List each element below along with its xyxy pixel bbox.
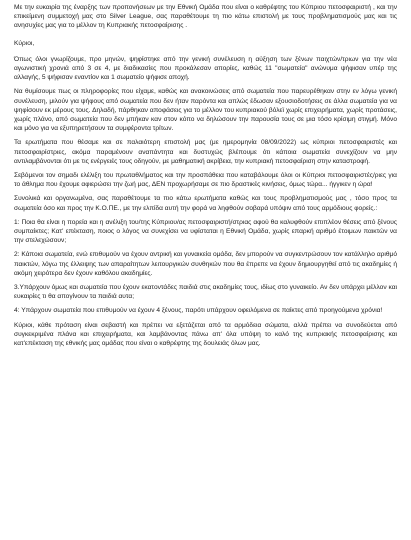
paragraph-proxies: Να θυμίσουμε πως οι πληροφορίες που είχαμε, καθώς και ανακοινώσεις από σωματεία που παρευρέθηκαν στην εν λόγω γενική συνέλευση, μιλούν για ψήφους από σωματεία που δεν ήταν παρόντα και απλώς έδωσαν εξουσιοδοτήσεις σε άλλα σωματεία για να ψηφίσουν εκ μέρους τους. Δηλαδή, πάρθηκαν αποφάσεις για το μέλλον του κυπριακού βόλεϊ χωρίς επιχειρήματα, χωρίς προτάσεις, χωρίς πλάνο, από σωματεία που δεν μπήκαν καν στον κόπο να δηλώσουν την παρουσία τους σε μια τόσο κρίσιμη στιγμή. Μόνο και μόνο για να εξυπηρετήσουν τα συμφέροντα τρίτων. xyxy=(14,88,397,133)
paragraph-summary: Συνολικά και οργανωμένα, σας παραθέτουμε τα πιο κάτω ερωτήματα καθώς και τους προβληματισμούς μας , τόσο προς τα σωματεία όσο και προς την Κ.Ο.ΠΕ., με την ελπίδα αυτή την φορά να ληφθούν σοβαρά υπόψιν από τους αρμόδιους φορείς.: xyxy=(14,195,397,212)
paragraph-respect: Σεβόμενοι τον σημαδι ελέλιξη του πρωταθλήματος και την προσπάθεια που καταβάλουμε όλοι οι Κύπριοι πετοσφαιριστές/ριες για το άθλημα που έχουμε αφιερώσει την ζωή μας, ΔΕΝ προχωρήσαμε σε πιο δραστικές κινήσεις, όμως τώρα... ήγγικεν η ώρα! xyxy=(14,172,397,189)
salutation: Κύριοι, xyxy=(14,39,35,47)
paragraph-questions: Τα ερωτήματα που θέσαμε και σε παλαιότερη επιστολή μας (με ημερομηνία 08/09/2022) ως κύπριοι πετοσφαιριστές και πετοσφαιρίστριες, ακόμα παραμένουν αναπάντητα και δυστυχώς βλέπουμε ότι κάποια σωματεία συνεχίζουν να μην αντιλαμβάνονται ότι με τις ενέργειές τους οδηγούν, με μαθηματική ακρίβεια, την κυπριακή πετοσφαίριση στην καταστροφή. xyxy=(14,139,397,165)
list-item-2: 2: Κάποια σωματεία, ενώ επιθυμούν να έχουν αντρική και γυναικεία ομάδα, δεν μπορούν να συγκεντρώσουν τον κατάλληλο αριθμό παικτών, λόγω της έλλειψης των απαραίτητων λειτουργικών συνθηκών που θα έπρεπε να έχουν δημιουργηθεί από τις ακαδημίες ή ακόμη χειρότερα δεν έχουν καθόλου ακαδημίες. xyxy=(14,251,397,277)
list-item-1: 1: Ποια θα είναι η πορεία και η ανέλιξη του/της Κύπριου/ας πετοσφαιριστή/στριας αφού θα καλυφθούν επιπλέον θέσεις από ξένους συμπαίκτες; Κατ' επέκταση, ποιος ο λόγος να συνεχίσει να υφίσταται η Εθνική Ομάδα, χωρίς επαρκή αριθμό έτοιμων παικτών να την στελεχώσουν; xyxy=(14,218,397,245)
paragraph-vote: Όπως όλοι γνωρίζουμε, προ μηνών, ψηφίστηκε από την γενική συνέλευση η αύξηση των ξένων παιχτών/τριων για την νέα αγωνιστική χρονιά από 3 σε 4, με διαδικασίες που προκάλεσαν απορίες, καθώς 11 "σωματεία" ανώνυμα ψήφισαν υπέρ της αλλαγής, 5 ψήφισαν εναντίον και 1 σωματείο ψήφισε αποχή. xyxy=(14,55,397,82)
list-item-4: 4: Υπάρχουν σωματεία που επιθυμούν να έχουν 4 ξένους, παρότι υπάρχουν οφειλόμενα σε παίκτες από προηγούμενα χρόνια! xyxy=(14,307,383,315)
list-item-3: 3.Υπάρχουν όμως και σωματεία που έχουν εκατοντάδες παιδιά στις ακαδημίες τους, ιδίως στο γυναικείο. Αν δεν υπάρχει μέλλον και ευκαιρίες τι θα απογίνουν τα παιδιά αυτα; xyxy=(14,284,397,301)
closing-paragraph: Κύριοι, κάθε πρόταση είναι σεβαστή και πρέπει να εξετάζεται από τα αρμόδεια σώματα, αλλά πρέπει να συνοδεύεται από συγκεκριμένα πλάνα και επιχειρήματα, και λαμβάνοντας πάνω απ' όλα υπόψη το καλό της κυπριακής πετοσφαίρισης και κατ'επέκταση της εθνικής μας ομάδας που είναι ο καθρέφτης της δουλειάς όλων μας. xyxy=(14,321,397,348)
intro-paragraph: Με την ευκαιρία της έναρξης των προπονήσεων με την Εθνική Ομάδα που είναι ο καθρέφτης του Κύπριου πετοσφαιριστή , και την επικείμενη συμμετοχή μας στο Silver League, σας παραθέτουμε τη πιο κάτω επιστολή με τους προβληματισμούς μας και τις ανησυχίες μας για το μέλλον τη Κυπριακής πετοσφαίρισης . xyxy=(14,4,397,30)
